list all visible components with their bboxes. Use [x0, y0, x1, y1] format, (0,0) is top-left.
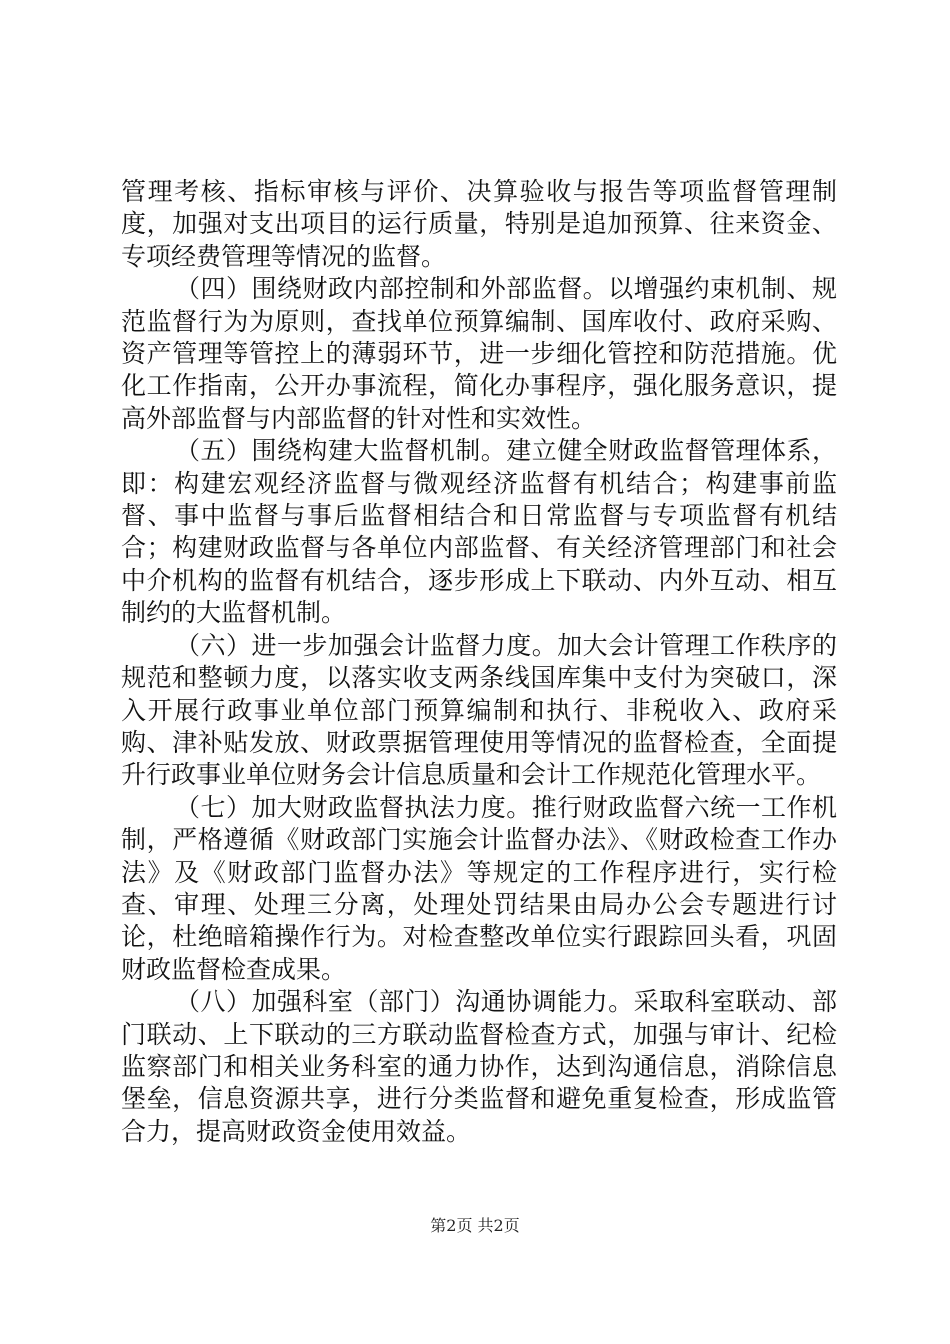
page-number-label: 第2页 共2页 — [430, 1216, 520, 1235]
paragraph-section-7: （七）加大财政监督执法力度。推行财政监督六统一工作机制，严格遵循《财政部门实施会计监督办法》、《财政检查工作办法》及《财政部门监督办法》等规定的工作程序进行，实行检查、审理、处理三分离，处理处罚结果由局办公会专题进行讨论，杜绝暗箱操作行为。对检查整改单位实行跟踪回头看，巩固财政监督检查成果。 — [121, 792, 837, 984]
paragraph-section-4: （四）围绕财政内部控制和外部监督。以增强约束机制、规范监督行为为原则，查找单位预算编制、国库收付、政府采购、资产管理等管控上的薄弱环节，进一步细化管控和防范措施。优化工作指南，公开办事流程，简化办事程序，强化服务意识，提高外部监督与内部监督的针对性和实效性。 — [121, 274, 837, 433]
paragraph-section-6: （六）进一步加强会计监督力度。加大会计管理工作秩序的规范和整顿力度，以落实收支两条线国库集中支付为突破口，深入开展行政事业单位部门预算编制和执行、非税收入、政府采购、津补贴发放、财政票据管理使用等情况的监督检查，全面提升行政事业单位财务会计信息质量和会计工作规范化管理水平。 — [121, 630, 837, 790]
paragraph-section-5: （五）围绕构建大监督机制。建立健全财政监督管理体系，即：构建宏观经济监督与微观经济监督有机结合；构建事前监督、事中监督与事后监督相结合和日常监督与专项监督有机结合；构建财政监督与各单位内部监督、有关经济管理部门和社会中介机构的监督有机结合，逐步形成上下联动、内外互动、相互制约的大监督机制。 — [121, 436, 837, 628]
page-footer — [0, 1216, 950, 1236]
paragraph-continuation: 管理考核、指标审核与评价、决算验收与报告等项监督管理制度，加强对支出项目的运行质量，特别是追加预算、往来资金、专项经费管理等情况的监督。 — [121, 177, 837, 271]
document-body — [121, 176, 837, 1148]
paragraph-section-8: （八）加强科室（部门）沟通协调能力。采取科室联动、部门联动、上下联动的三方联动监督检查方式，加强与审计、纪检监察部门和相关业务科室的通力协作，达到沟通信息，消除信息堡垒，信息资源共享，进行分类监督和避免重复检查，形成监管合力，提高财政资金使用效益。 — [121, 987, 837, 1146]
